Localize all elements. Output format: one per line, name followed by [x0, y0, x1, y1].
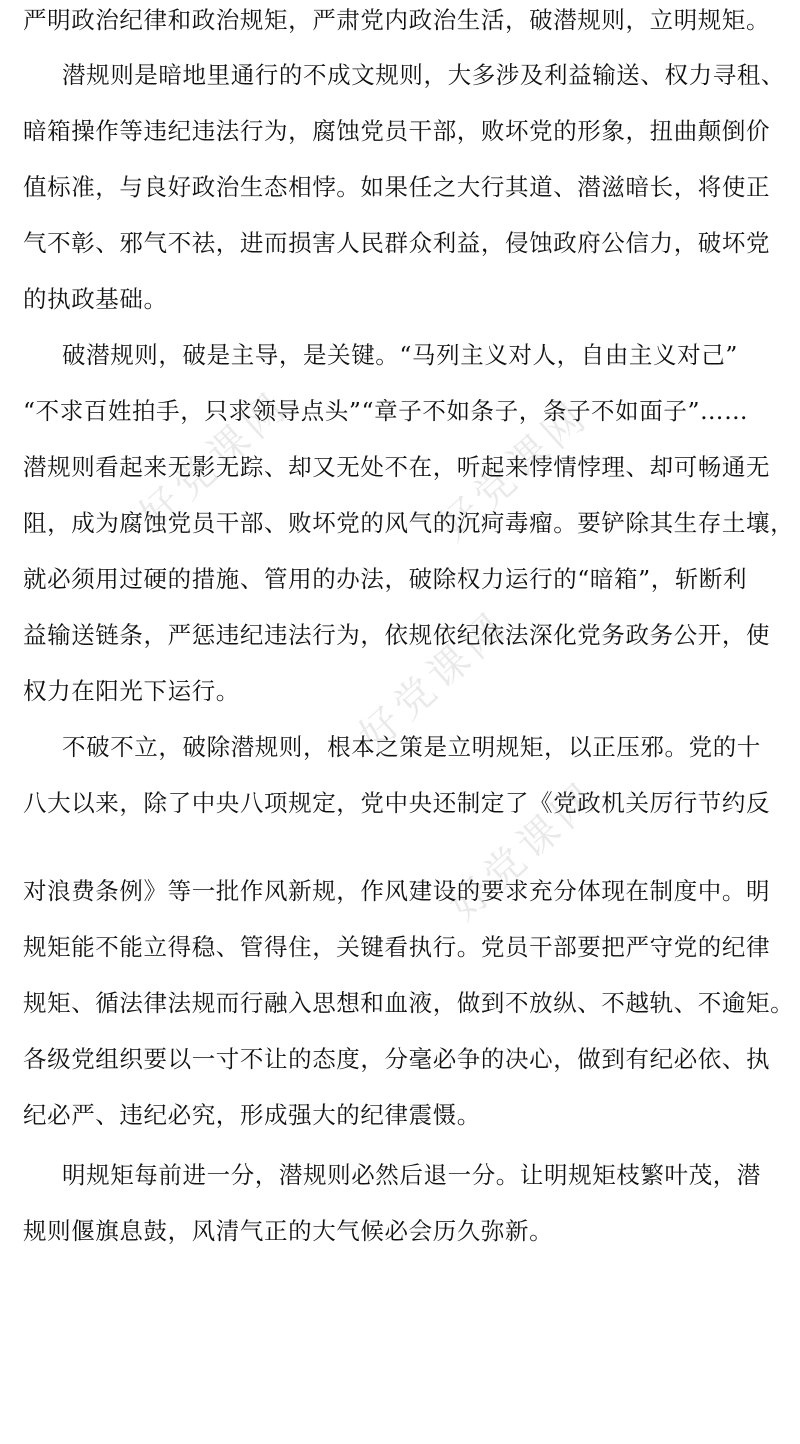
text-line: 破潜规则，破是主导，是关键。“马列主义对人，自由主义对己”	[62, 341, 738, 369]
text-line: 益输送链条，严惩违纪违法行为，依规依纪依法深化党务政务公开，使	[23, 621, 771, 649]
text-line: 各级党组织要以一寸不让的态度，分毫必争的决心，做到有纪必依、执	[23, 1045, 771, 1073]
watermark-text: 好党课网	[130, 382, 299, 540]
text-line: “不求百姓拍手，只求领导点头”“章子不如条子，条子不如面子”……	[23, 397, 749, 425]
watermark-text: 好党课网	[430, 392, 599, 550]
text-line: 对浪费条例》等一批作风新规，作风建设的要求充分体现在制度中。明	[23, 877, 771, 905]
text-line: 明规矩每前进一分，潜规则必然后退一分。让明规矩枝繁叶茂，潜	[62, 1161, 761, 1189]
watermark-text: 好党课网	[350, 602, 519, 760]
text-line: 气不彰、邪气不祛，进而损害人民群众利益，侵蚀政府公信力，破坏党	[23, 229, 771, 257]
text-line: 纪必严、违纪必究，形成强大的纪律震慑。	[23, 1101, 481, 1129]
watermark-text: 好党课网	[440, 772, 609, 930]
text-line: 值标准，与良好政治生态相悖。如果任之大行其道、潜滋暗长，将使正	[23, 173, 771, 201]
text-line: 暗箱操作等违纪违法行为，腐蚀党员干部，败坏党的形象，扭曲颠倒价	[23, 117, 771, 145]
text-line: 就必须用过硬的措施、管用的办法，破除权力运行的“暗箱”，斩断利	[23, 565, 748, 593]
text-line: 不破不立，破除潜规则，根本之策是立明规矩，以正压邪。党的十	[62, 733, 761, 761]
text-line: 严明政治纪律和政治规矩，严肃党内政治生活，破潜规则，立明规矩。	[23, 6, 771, 34]
text-line: 规矩、循法律法规而行融入思想和血液，做到不放纵、不越轨、不逾矩。	[23, 989, 795, 1017]
text-line: 规则偃旗息鼓，风清气正的大气候必会历久弥新。	[23, 1217, 554, 1245]
text-line: 规矩能不能立得稳、管得住，关键看执行。党员干部要把严守党的纪律	[23, 933, 771, 961]
text-line: 的执政基础。	[23, 285, 168, 313]
text-line: 八大以来，除了中央八项规定，党中央还制定了《党政机关厉行节约反	[23, 789, 771, 817]
text-line: 权力在阳光下运行。	[23, 677, 240, 705]
text-line: 阻，成为腐蚀党员干部、败坏党的风气的沉疴毒瘤。要铲除其生存土壤，	[23, 509, 795, 537]
text-line: 潜规则是暗地里通行的不成文规则，大多涉及利益输送、权力寻租、	[62, 61, 785, 89]
text-line: 潜规则看起来无影无踪、却又无处不在，听起来悖情悖理、却可畅通无	[23, 453, 771, 481]
